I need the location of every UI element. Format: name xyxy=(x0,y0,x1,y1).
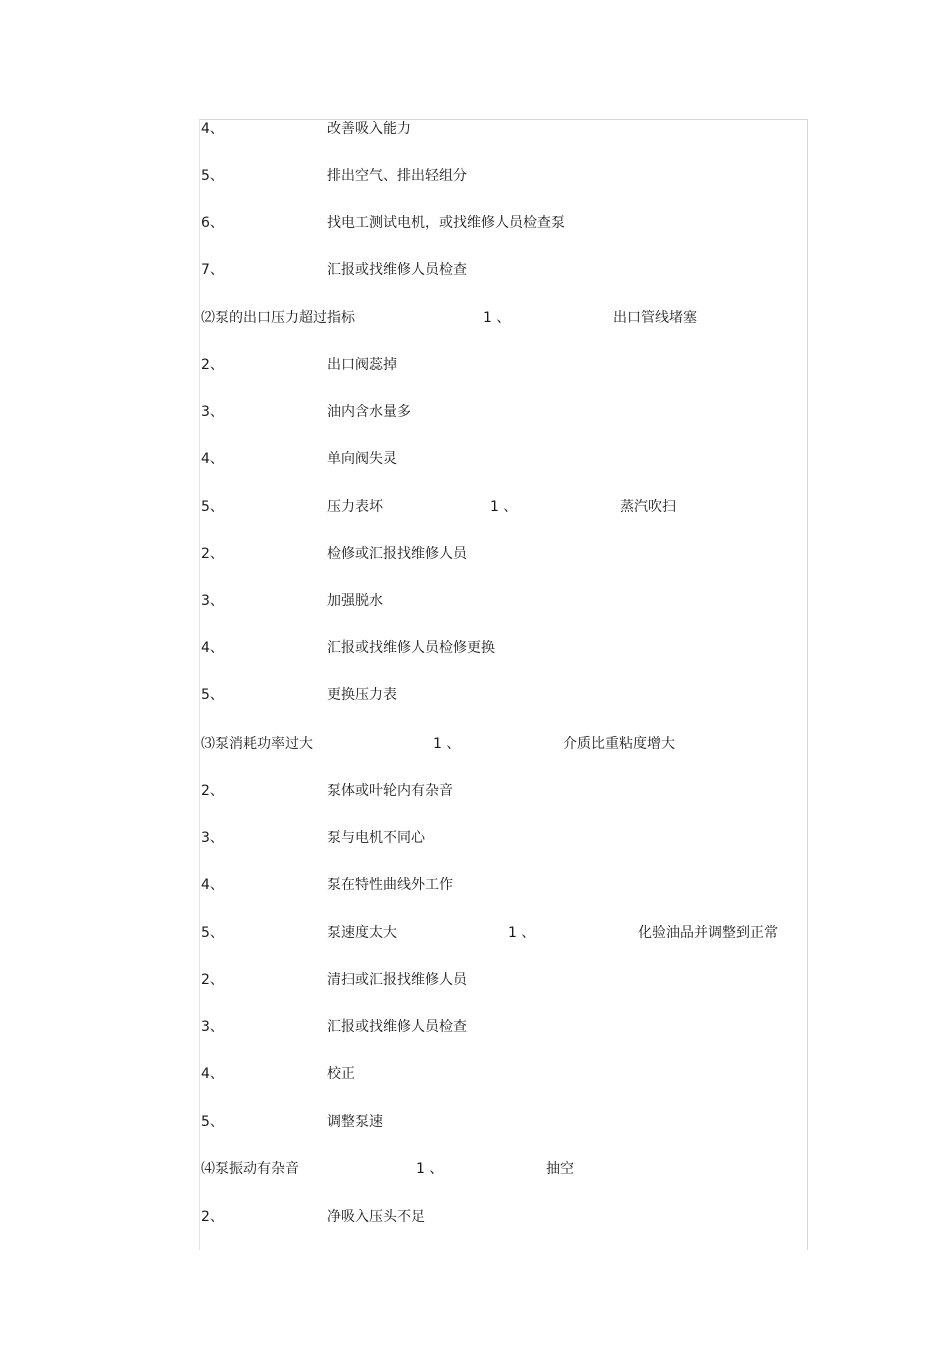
list-item xyxy=(0,638,950,658)
list-item xyxy=(0,923,950,943)
item-number: 4、 xyxy=(201,121,224,137)
item-text: 更换压力表 xyxy=(327,687,397,703)
item-number: 3、 xyxy=(201,593,224,609)
item-number: 4、 xyxy=(201,451,224,467)
item-number: 3、 xyxy=(201,404,224,420)
list-item xyxy=(0,166,950,186)
list-item xyxy=(0,685,950,705)
item-number: 2、 xyxy=(201,783,224,799)
section-title: ⑵泵的出口压力超过指标 xyxy=(201,310,355,326)
item-text: 检修或汇报找维修人员 xyxy=(327,546,467,562)
list-item xyxy=(0,119,950,139)
list-item xyxy=(0,828,950,848)
list-item xyxy=(0,544,950,564)
list-item xyxy=(0,213,950,233)
item-text: 泵在特性曲线外工作 xyxy=(327,877,453,893)
list-item xyxy=(0,1207,950,1227)
item-number: 4、 xyxy=(201,877,224,893)
item-number: 2、 xyxy=(201,546,224,562)
item-number: 3、 xyxy=(201,1019,224,1035)
item-text: 油内含水量多 xyxy=(327,404,411,420)
list-item xyxy=(0,260,950,280)
item-number: 5、 xyxy=(201,499,224,515)
item-text: 抽空 xyxy=(546,1161,574,1177)
item-text: 泵速度太大 xyxy=(327,925,397,941)
item-text: 净吸入压头不足 xyxy=(327,1209,425,1225)
list-item xyxy=(0,1017,950,1037)
list-item xyxy=(0,781,950,801)
item-number: 1 、 xyxy=(433,736,461,752)
item-number: 3、 xyxy=(201,830,224,846)
item-number: 1 、 xyxy=(490,499,518,515)
list-item xyxy=(0,1112,950,1132)
item-number: 1 、 xyxy=(416,1161,444,1177)
list-item xyxy=(0,355,950,375)
item-text: 泵体或叶轮内有杂音 xyxy=(327,783,453,799)
item-text: 找电工测试电机，或找维修人员检查泵 xyxy=(327,215,565,231)
list-item xyxy=(0,402,950,422)
item-text: 出口管线堵塞 xyxy=(613,310,697,326)
item-text: 单向阀失灵 xyxy=(327,451,397,467)
item-number: 1 、 xyxy=(508,925,536,941)
item-text: 泵与电机不同心 xyxy=(327,830,425,846)
item-number: 5、 xyxy=(201,1114,224,1130)
item-text: 汇报或找维修人员检修更换 xyxy=(327,640,495,656)
item-number: 2、 xyxy=(201,972,224,988)
item-number: 4、 xyxy=(201,640,224,656)
item-text: 校正 xyxy=(327,1066,355,1082)
list-item xyxy=(0,1064,950,1084)
list-item xyxy=(0,497,950,517)
item-number: 2、 xyxy=(201,1209,224,1225)
section-heading-row xyxy=(0,734,950,754)
item-number: 5、 xyxy=(201,925,224,941)
item-text: 改善吸入能力 xyxy=(327,121,411,137)
item-text: 化验油品并调整到正常 xyxy=(638,925,778,941)
item-text: 介质比重粘度增大 xyxy=(563,736,675,752)
item-text: 出口阀蕊掉 xyxy=(327,357,397,373)
section-heading-row xyxy=(0,308,950,328)
item-number: 1 、 xyxy=(483,310,511,326)
list-item xyxy=(0,449,950,469)
list-item xyxy=(0,875,950,895)
item-text: 压力表坏 xyxy=(327,499,383,515)
item-text: 蒸汽吹扫 xyxy=(620,499,676,515)
item-number: 4、 xyxy=(201,1066,224,1082)
item-number: 2、 xyxy=(201,357,224,373)
item-number: 5、 xyxy=(201,687,224,703)
section-title: ⑶泵消耗功率过大 xyxy=(201,736,313,752)
item-number: 5、 xyxy=(201,168,224,184)
item-number: 7、 xyxy=(201,262,224,278)
section-heading-row xyxy=(0,1159,950,1179)
list-item xyxy=(0,970,950,990)
item-text: 汇报或找维修人员检查 xyxy=(327,1019,467,1035)
section-title: ⑷泵振动有杂音 xyxy=(201,1161,299,1177)
item-text: 排出空气、排出轻组分 xyxy=(327,168,467,184)
item-text: 调整泵速 xyxy=(327,1114,383,1130)
list-item xyxy=(0,591,950,611)
item-text: 汇报或找维修人员检查 xyxy=(327,262,467,278)
item-number: 6、 xyxy=(201,215,224,231)
item-text: 加强脱水 xyxy=(327,593,383,609)
item-text: 清扫或汇报找维修人员 xyxy=(327,972,467,988)
